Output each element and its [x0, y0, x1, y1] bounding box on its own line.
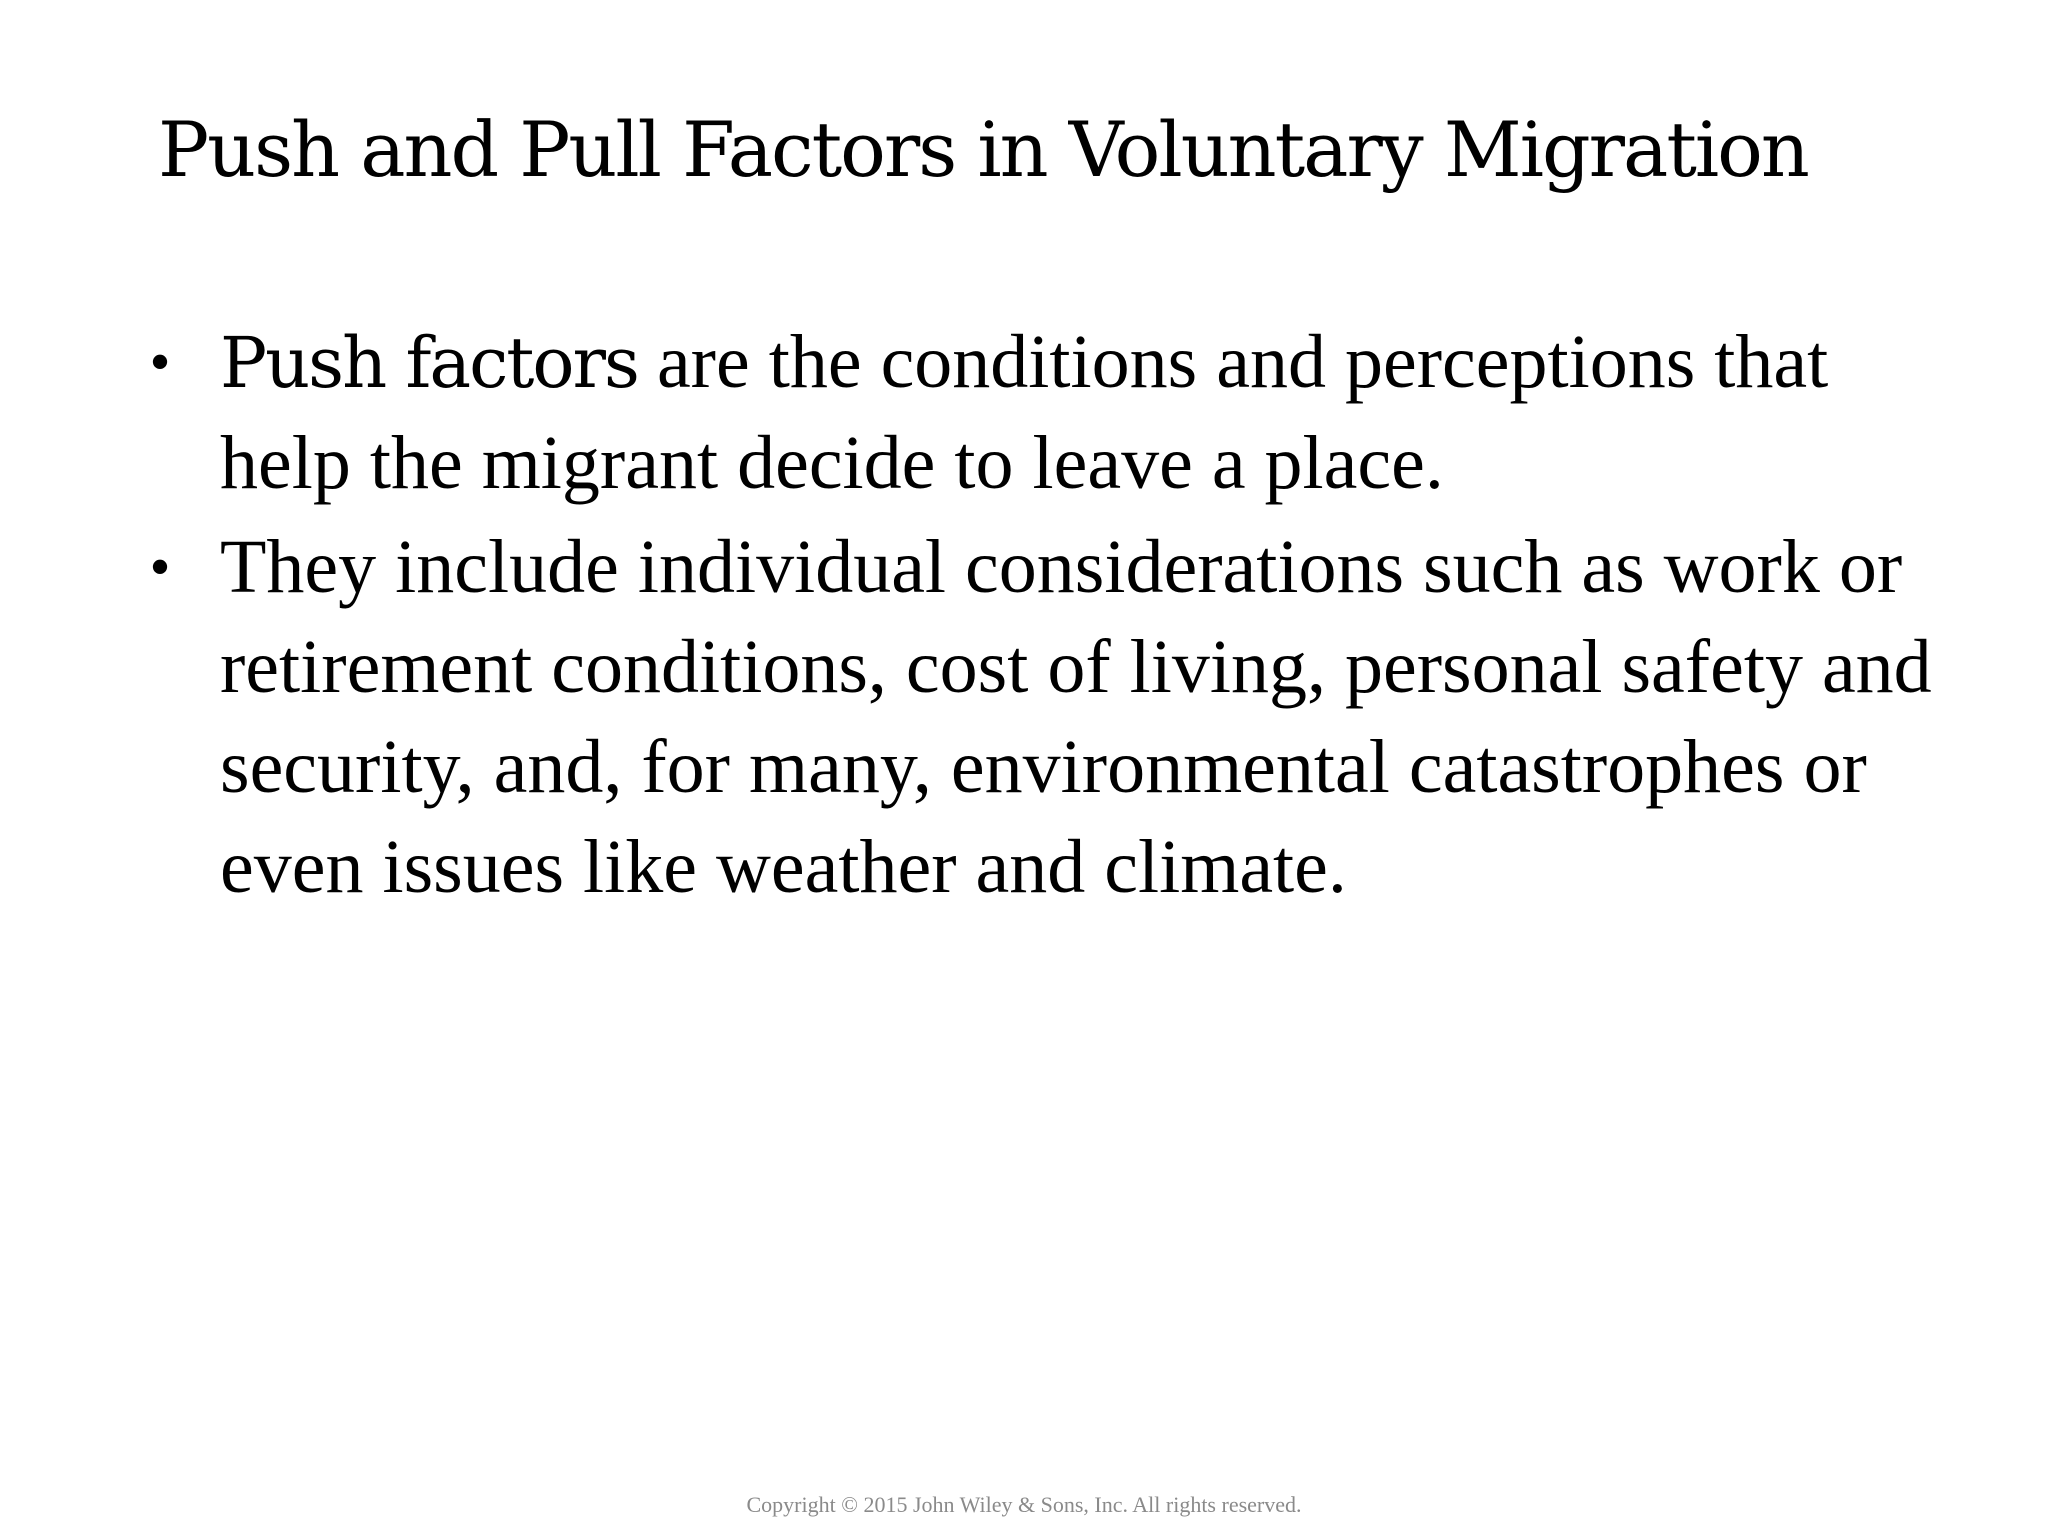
bullet-item — [140, 517, 1940, 917]
bullet-dot-icon: • — [149, 534, 171, 600]
bullet-list — [140, 312, 1940, 921]
bullet-item — [140, 312, 1940, 513]
slide-title: Push and Pull Factors in Voluntary Migration — [158, 105, 1808, 194]
copyright-footer: Copyright © 2015 John Wiley & Sons, Inc. All rights reserved. — [746, 1492, 1302, 1517]
bullet-dot-icon: • — [149, 329, 171, 395]
bullet-body: are the conditions and perceptions that help the migrant decide to leave a place. — [220, 320, 1829, 505]
bullet-text — [220, 517, 1940, 917]
bullet-text — [220, 312, 1940, 513]
bullet-lead-term: Push factors — [220, 322, 638, 404]
bullet-body: They include individual considerations such as work or retirement conditions, cost of living, personal safety and security, and, for many, environmental catastrophes or even issues like weather and climate. — [220, 525, 1932, 909]
